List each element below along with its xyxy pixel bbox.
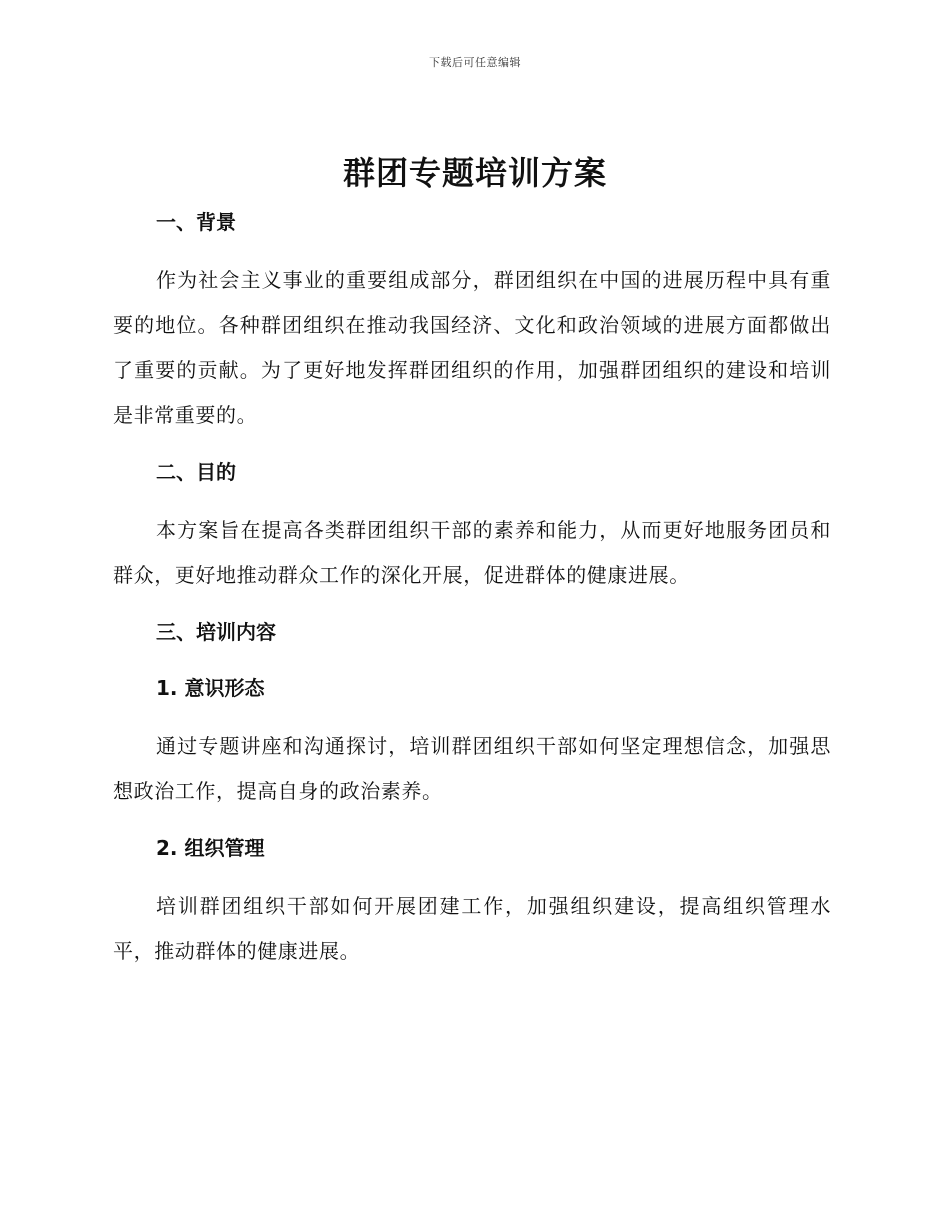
subsection-body-ideology: 通过专题讲座和沟通探讨，培训群团组织干部如何坚定理想信念，加强思想政治工作，提高自身的政治素养。 xyxy=(113,734,831,803)
section-heading-training-content: 三、培训内容 xyxy=(156,620,276,644)
subsection-body-organization-management: 培训群团组织干部如何开展团建工作，加强组织建设，提高组织管理水平，推动群体的健康进展。 xyxy=(113,894,831,963)
header-note: 下载后可任意编辑 xyxy=(429,56,521,69)
section-heading-background: 一、背景 xyxy=(156,210,236,234)
document-body xyxy=(113,200,831,974)
document-title: 群团专题培训方案 xyxy=(342,154,607,192)
subsection-heading-ideology: 1. 意识形态 xyxy=(156,676,265,700)
section-body-purpose: 本方案旨在提高各类群团组织干部的素养和能力，从而更好地服务团员和群众，更好地推动群众工作的深化开展，促进群体的健康进展。 xyxy=(113,518,831,587)
subsection-heading-organization-management: 2. 组织管理 xyxy=(156,836,265,860)
section-body-background: 作为社会主义事业的重要组成部分，群团组织在中国的进展历程中具有重要的地位。各种群团组织在推动我国经济、文化和政治领域的进展方面都做出了重要的贡献。为了更好地发挥群团组织的作用，加强群团组织的建设和培训是非常重要的。 xyxy=(113,268,831,427)
section-heading-purpose: 二、目的 xyxy=(156,460,236,484)
